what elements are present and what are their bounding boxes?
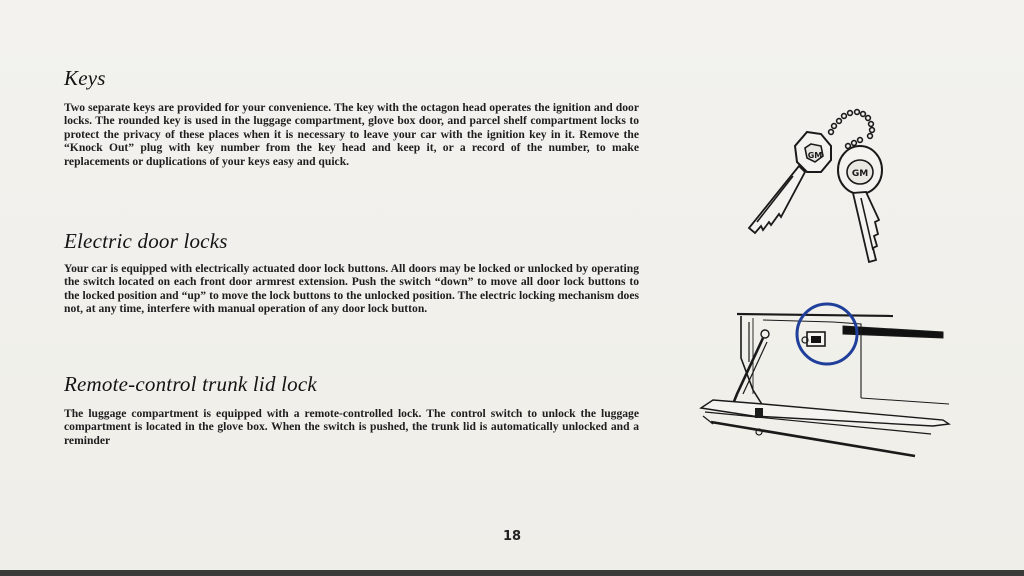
section-heading-trunk-lock: Remote-control trunk lid lock: [64, 372, 317, 396]
gm-logo-octagon: GM: [807, 151, 823, 160]
section-heading-keys: Keys: [64, 66, 106, 90]
section-body-keys: Two separate keys are provided for your convenience. The key with the octagon head operates the ignition and door locks. The rounded key is used in the luggage compartment, glove box door, and parcel shelf compartment locks to protect the privacy of these places when it is necessary to leave your car with the ignition key in it. Remove the “Knock Out” plug with key number from the key head and keep it, or a record of the number, to make replacements or duplications of your keys easy and quick.: [64, 101, 639, 168]
page-bottom-edge: [0, 570, 1024, 576]
section-body-trunk-lock: The luggage compartment is equipped with a remote-controlled lock. The control switch to unlock the luggage compartment is located in the glove box. When the switch is pushed, the trunk lid is automatically unlocked and a reminder: [64, 407, 639, 447]
gm-keys-illustration: [735, 100, 885, 270]
page-number: 18: [502, 529, 522, 544]
section-body-door-locks: Your car is equipped with electrically actuated door lock buttons. All doors may be locked or unlocked by operating the switch located on each front door armrest extension. Push the switch “down” to move all door lock buttons to the locked position and “up” to move the lock buttons to the unlocked position. The electric locking mechanism does not, at any time, interfere with manual operation of any door lock button.: [64, 262, 639, 316]
glovebox-switch-illustration: [693, 298, 957, 466]
section-heading-door-locks: Electric door locks: [64, 229, 228, 253]
gm-logo-round: GM: [851, 169, 869, 179]
